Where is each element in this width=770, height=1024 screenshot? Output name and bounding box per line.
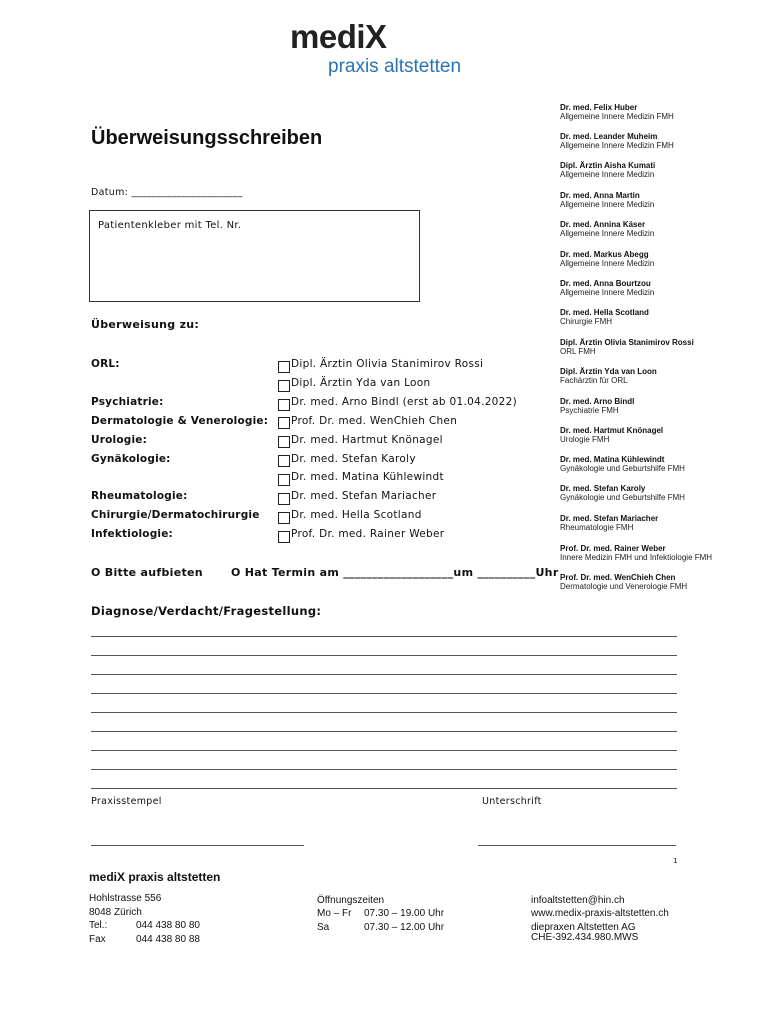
- document-title: Überweisungsschreiben: [91, 127, 323, 149]
- footer-hours-days: Mo – Fr: [317, 908, 352, 919]
- footer-tel-label: Tel.:: [89, 920, 108, 931]
- footer-tel: 044 438 80 80: [136, 920, 200, 931]
- specialty-label-chirurgie: Chirurgie/Dermatochirurgie: [91, 509, 260, 521]
- footer-website[interactable]: www.medix-praxis-altstetten.ch: [531, 908, 669, 919]
- specialty-label-rheumatologie: Rheumatologie:: [91, 490, 188, 502]
- checkbox-mariacher[interactable]: [278, 493, 290, 505]
- doctor-option-van-loon: Dipl. Ärztin Yda van Loon: [291, 377, 431, 389]
- footer-fax: 044 438 80 88: [136, 934, 200, 945]
- diagnosis-line[interactable]: [91, 636, 677, 637]
- option-aufbieten[interactable]: O Bitte aufbieten: [91, 566, 203, 579]
- specialty-label-orl: ORL:: [91, 358, 120, 370]
- sidebar-doctor: Dr. med. Markus Abegg Allgemeine Innere Medizin: [560, 250, 655, 268]
- sidebar-doctor: Dipl. Ärztin Olivia Stanimirov Rossi ORL FMH: [560, 338, 694, 356]
- diagnosis-heading: Diagnose/Verdacht/Fragestellung:: [91, 604, 322, 618]
- option-termin[interactable]: O Hat Termin am ___________________um __________Uhr: [231, 566, 559, 579]
- footer-email[interactable]: infoaltstetten@hin.ch: [531, 895, 625, 906]
- footer-street: Hohlstrasse 556: [89, 893, 162, 904]
- sidebar-doctor: Dr. med. Anna Bourtzou Allgemeine Innere Medizin: [560, 279, 655, 297]
- checkbox-kuehlewindt[interactable]: [278, 474, 290, 486]
- diagnosis-line[interactable]: [91, 693, 677, 694]
- patient-sticker-label: Patientenkleber mit Tel. Nr.: [98, 220, 242, 231]
- sidebar-doctor: Dipl. Ärztin Yda van Loon Fachärztin für ORL: [560, 367, 657, 385]
- doctor-option-knoenagel: Dr. med. Hartmut Knönagel: [291, 434, 443, 446]
- referral-heading: Überweisung zu:: [91, 318, 200, 331]
- diagnosis-line[interactable]: [91, 655, 677, 656]
- diagnosis-line[interactable]: [91, 750, 677, 751]
- sidebar-doctor: Dr. med. Anna Martin Allgemeine Innere Medizin: [560, 191, 655, 209]
- checkbox-bindl[interactable]: [278, 399, 290, 411]
- datum-field[interactable]: Datum: ______________________: [91, 187, 243, 198]
- diagnosis-line[interactable]: [91, 712, 677, 713]
- sidebar-doctor: Dr. med. Hella Scotland Chirurgie FMH: [560, 308, 649, 326]
- sidebar-doctor: Dr. med. Stefan Karoly Gynäkologie und Geburtshilfe FMH: [560, 484, 685, 502]
- stamp-label: Praxisstempel: [91, 796, 162, 807]
- diagnosis-line[interactable]: [91, 674, 677, 675]
- specialty-label-infektiologie: Infektiologie:: [91, 528, 173, 540]
- sidebar-doctor: Dr. med. Annina Käser Allgemeine Innere Medizin: [560, 220, 655, 238]
- specialty-label-urologie: Urologie:: [91, 434, 147, 446]
- specialty-label-gynaekologie: Gynäkologie:: [91, 453, 171, 465]
- sidebar-doctor: Dr. med. Arno Bindl Psychiatrie FMH: [560, 397, 635, 415]
- signature-label: Unterschrift: [482, 796, 542, 807]
- patient-sticker-box[interactable]: [89, 210, 420, 302]
- footer-fax-label: Fax: [89, 934, 106, 945]
- stamp-line[interactable]: [91, 845, 304, 846]
- sidebar-doctor: Dipl. Ärztin Aisha Kumati Allgemeine Innere Medizin: [560, 161, 656, 179]
- footer-hours-days: Sa: [317, 922, 330, 933]
- doctor-option-bindl: Dr. med. Arno Bindl (erst ab 01.04.2022): [291, 396, 518, 408]
- logo-text: mediX: [290, 18, 387, 55]
- sidebar-doctor: Prof. Dr. med. Rainer Weber Innere Medizin FMH und Infektiologie FMH: [560, 544, 713, 562]
- diagnosis-line[interactable]: [91, 731, 677, 732]
- specialty-label-dermatologie: Dermatologie & Venerologie:: [91, 415, 269, 427]
- doctor-option-mariacher: Dr. med. Stefan Mariacher: [291, 490, 437, 502]
- sidebar-doctor: Dr. med. Hartmut Knönagel Urologie FMH: [560, 426, 664, 444]
- checkbox-scotland[interactable]: [278, 512, 290, 524]
- checkbox-karoly[interactable]: [278, 455, 290, 467]
- diagnosis-line[interactable]: [91, 788, 677, 789]
- footer-hours-label: Öffnungszeiten: [317, 895, 385, 906]
- checkbox-chen[interactable]: [278, 417, 290, 429]
- signature-line[interactable]: [478, 845, 676, 846]
- sidebar-doctor: Dr. med. Leander Muheim Allgemeine Innere Medizin FMH: [560, 132, 674, 150]
- diagnosis-line[interactable]: [91, 769, 677, 770]
- sidebar-doctor: Dr. med. Stefan Mariacher Rheumatologie FMH: [560, 514, 659, 532]
- doctor-option-weber: Prof. Dr. med. Rainer Weber: [291, 528, 445, 540]
- footer-hours-time: 07.30 – 12.00 Uhr: [364, 922, 445, 933]
- doctor-option-kuehlewindt: Dr. med. Matina Kühlewindt: [291, 471, 444, 483]
- doctor-option-chen: Prof. Dr. med. WenChieh Chen: [291, 415, 458, 427]
- page-number: 1: [673, 857, 678, 865]
- doctor-option-scotland: Dr. med. Hella Scotland: [291, 509, 422, 521]
- logo-subtitle: praxis altstetten: [328, 56, 462, 77]
- doctor-option-karoly: Dr. med. Stefan Karoly: [291, 453, 416, 465]
- checkbox-stanimirov[interactable]: [278, 361, 290, 373]
- sidebar-doctor: Prof. Dr. med. WenChieh Chen Dermatologie und Venerologie FMH: [560, 573, 688, 591]
- checkbox-van-loon[interactable]: [278, 380, 290, 392]
- checkbox-weber[interactable]: [278, 531, 290, 543]
- footer-vat: CHE-392.434.980.MWS: [531, 932, 639, 943]
- sidebar-doctor: Dr. med. Matina Kühlewindt Gynäkologie und Geburtshilfe FMH: [560, 455, 685, 473]
- footer-company: diepraxen Altstetten AG: [531, 922, 636, 933]
- footer-city: 8048 Zürich: [89, 907, 142, 918]
- footer-hours-time: 07.30 – 19.00 Uhr: [364, 908, 445, 919]
- footer-practice-name: mediX praxis altstetten: [89, 870, 221, 884]
- specialty-label-psychiatrie: Psychiatrie:: [91, 396, 164, 408]
- doctor-option-stanimirov: Dipl. Ärztin Olivia Stanimirov Rossi: [291, 358, 484, 370]
- checkbox-knoenagel[interactable]: [278, 436, 290, 448]
- sidebar-doctor: Dr. med. Felix Huber Allgemeine Innere Medizin FMH: [560, 103, 674, 121]
